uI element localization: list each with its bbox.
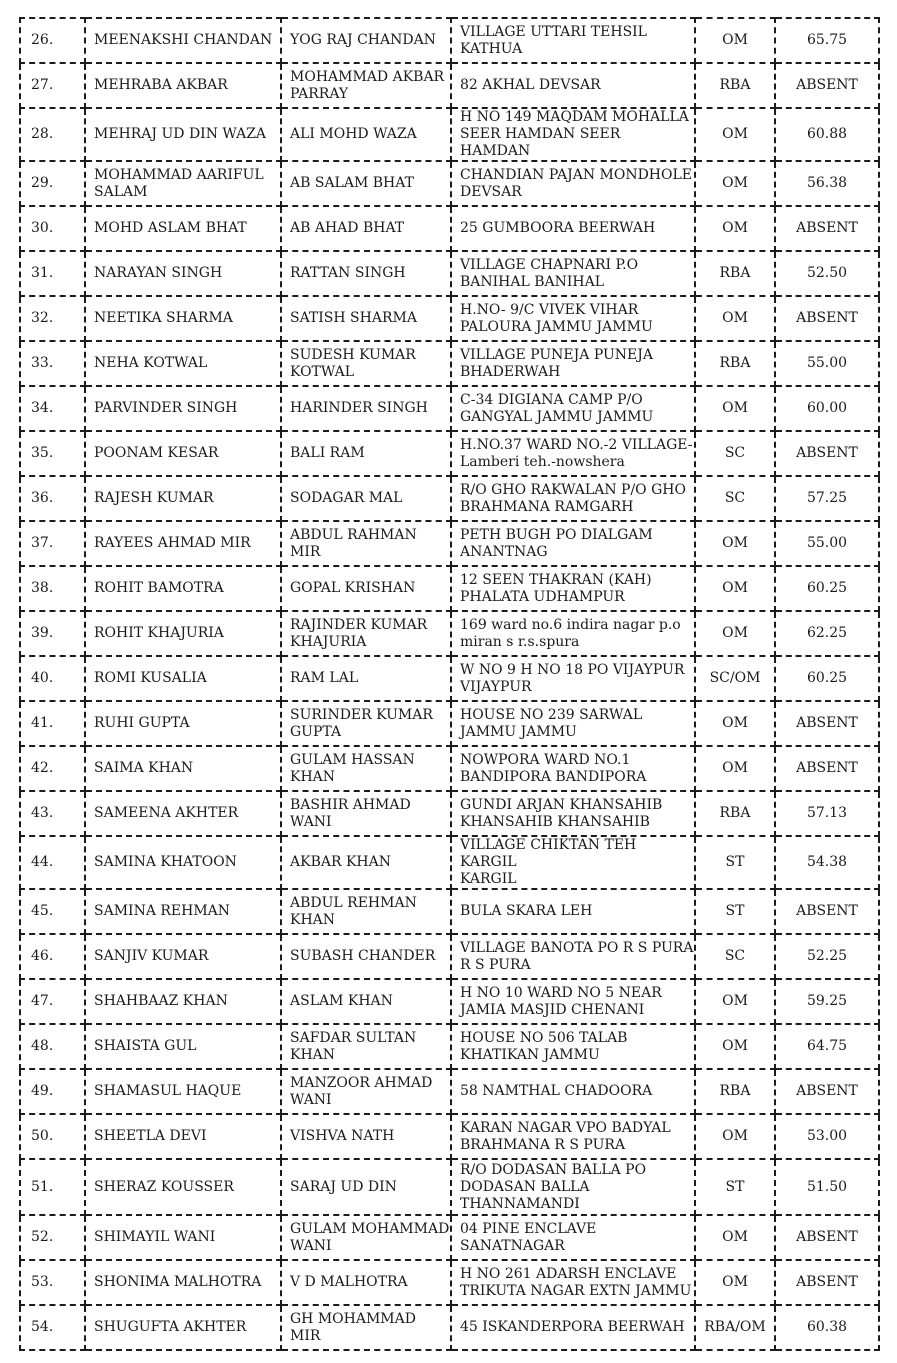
serial-number-cell: 33. [20, 341, 85, 386]
table-row [20, 746, 879, 791]
father-name-cell: ABDUL RAHMAN MIR [281, 521, 451, 566]
address-cell: PETH BUGH PO DIALGAM ANANTNAG [451, 521, 695, 566]
table-row [20, 1114, 879, 1159]
results-sheet [19, 17, 880, 1351]
table-row [20, 521, 879, 566]
serial-number-cell: 52. [20, 1215, 85, 1260]
candidate-table [19, 17, 880, 1351]
category-cell: OM [695, 746, 775, 791]
candidate-name-cell: MEHRAJ UD DIN WAZA [85, 108, 281, 161]
candidate-name-cell: SHERAZ KOUSSER [85, 1159, 281, 1215]
category-cell: OM [695, 18, 775, 63]
address-cell: H NO 261 ADARSH ENCLAVE TRIKUTA NAGAR EXTN JAMMU [451, 1260, 695, 1305]
father-name-cell: GULAM MOHAMMAD WANI [281, 1215, 451, 1260]
table-row [20, 341, 879, 386]
category-cell: OM [695, 1260, 775, 1305]
address-cell: 58 NAMTHAL CHADOORA [451, 1069, 695, 1114]
father-name-cell: SURINDER KUMAR GUPTA [281, 701, 451, 746]
table-row [20, 791, 879, 836]
category-cell: RBA [695, 791, 775, 836]
serial-number-cell: 47. [20, 979, 85, 1024]
marks-cell: ABSENT [775, 1069, 879, 1114]
address-cell: GUNDI ARJAN KHANSAHIB KHANSAHIB KHANSAHIB [451, 791, 695, 836]
category-cell: OM [695, 979, 775, 1024]
table-row [20, 161, 879, 206]
address-cell: R/O DODASAN BALLA PO DODASAN BALLA THANNAMANDI [451, 1159, 695, 1215]
serial-number-cell: 28. [20, 108, 85, 161]
category-cell: OM [695, 701, 775, 746]
address-cell: VILLAGE BANOTA PO R S PURA R S PURA [451, 934, 695, 979]
marks-cell: ABSENT [775, 63, 879, 108]
father-name-cell: SUBASH CHANDER [281, 934, 451, 979]
category-cell: RBA [695, 1069, 775, 1114]
father-name-cell: AB AHAD BHAT [281, 206, 451, 251]
serial-number-cell: 39. [20, 611, 85, 656]
serial-number-cell: 26. [20, 18, 85, 63]
table-row [20, 431, 879, 476]
candidate-name-cell: RAJESH KUMAR [85, 476, 281, 521]
serial-number-cell: 36. [20, 476, 85, 521]
father-name-cell: ASLAM KHAN [281, 979, 451, 1024]
address-cell: W NO 9 H NO 18 PO VIJAYPUR VIJAYPUR [451, 656, 695, 701]
category-cell: OM [695, 108, 775, 161]
table-row [20, 386, 879, 431]
category-cell: RBA/OM [695, 1305, 775, 1350]
serial-number-cell: 46. [20, 934, 85, 979]
category-cell: OM [695, 206, 775, 251]
category-cell: ST [695, 836, 775, 889]
table-row [20, 889, 879, 934]
table-row [20, 1024, 879, 1069]
table-row [20, 251, 879, 296]
category-cell: ST [695, 1159, 775, 1215]
marks-cell: 55.00 [775, 341, 879, 386]
serial-number-cell: 32. [20, 296, 85, 341]
marks-cell: 57.13 [775, 791, 879, 836]
address-cell: VILLAGE CHIKTAN TEH KARGIL KARGIL [451, 836, 695, 889]
candidate-name-cell: SAIMA KHAN [85, 746, 281, 791]
candidate-name-cell: PARVINDER SINGH [85, 386, 281, 431]
marks-cell: 54.38 [775, 836, 879, 889]
serial-number-cell: 34. [20, 386, 85, 431]
address-cell: 04 PINE ENCLAVE SANATNAGAR [451, 1215, 695, 1260]
father-name-cell: HARINDER SINGH [281, 386, 451, 431]
address-cell: CHANDIAN PAJAN MONDHOLE DEVSAR [451, 161, 695, 206]
table-row [20, 18, 879, 63]
table-row [20, 836, 879, 889]
address-cell: HOUSE NO 506 TALAB KHATIKAN JAMMU [451, 1024, 695, 1069]
category-cell: OM [695, 296, 775, 341]
marks-cell: 62.25 [775, 611, 879, 656]
father-name-cell: AB SALAM BHAT [281, 161, 451, 206]
marks-cell: 52.50 [775, 251, 879, 296]
father-name-cell: AKBAR KHAN [281, 836, 451, 889]
table-row [20, 611, 879, 656]
address-cell: KARAN NAGAR VPO BADYAL BRAHMANA R S PURA [451, 1114, 695, 1159]
address-cell: C-34 DIGIANA CAMP P/O GANGYAL JAMMU JAMMU [451, 386, 695, 431]
category-cell: RBA [695, 251, 775, 296]
table-row [20, 1305, 879, 1350]
marks-cell: ABSENT [775, 296, 879, 341]
serial-number-cell: 42. [20, 746, 85, 791]
marks-cell: 53.00 [775, 1114, 879, 1159]
category-cell: OM [695, 566, 775, 611]
father-name-cell: GOPAL KRISHAN [281, 566, 451, 611]
candidate-name-cell: SHAISTA GUL [85, 1024, 281, 1069]
address-cell: H NO 149 MAQDAM MOHALLA SEER HAMDAN SEER HAMDAN [451, 108, 695, 161]
candidate-name-cell: ROHIT BAMOTRA [85, 566, 281, 611]
table-row [20, 206, 879, 251]
serial-number-cell: 41. [20, 701, 85, 746]
candidate-name-cell: ROMI KUSALIA [85, 656, 281, 701]
table-row [20, 566, 879, 611]
table-row [20, 656, 879, 701]
table-row [20, 701, 879, 746]
father-name-cell: GH MOHAMMAD MIR [281, 1305, 451, 1350]
father-name-cell: RAJINDER KUMAR KHAJURIA [281, 611, 451, 656]
category-cell: OM [695, 386, 775, 431]
candidate-name-cell: NEETIKA SHARMA [85, 296, 281, 341]
address-cell: H NO 10 WARD NO 5 NEAR JAMIA MASJID CHENANI [451, 979, 695, 1024]
marks-cell: ABSENT [775, 746, 879, 791]
candidate-name-cell: SHONIMA MALHOTRA [85, 1260, 281, 1305]
marks-cell: 60.25 [775, 656, 879, 701]
candidate-name-cell: SAMINA KHATOON [85, 836, 281, 889]
marks-cell: ABSENT [775, 1215, 879, 1260]
table-row [20, 934, 879, 979]
address-cell: H.NO- 9/C VIVEK VIHAR PALOURA JAMMU JAMMU [451, 296, 695, 341]
serial-number-cell: 50. [20, 1114, 85, 1159]
candidate-name-cell: ROHIT KHAJURIA [85, 611, 281, 656]
category-cell: ST [695, 889, 775, 934]
father-name-cell: ABDUL REHMAN KHAN [281, 889, 451, 934]
address-cell: R/O GHO RAKWALAN P/O GHO BRAHMANA RAMGARH [451, 476, 695, 521]
address-cell: 25 GUMBOORA BEERWAH [451, 206, 695, 251]
address-cell: VILLAGE PUNEJA PUNEJA BHADERWAH [451, 341, 695, 386]
serial-number-cell: 43. [20, 791, 85, 836]
address-cell: VILLAGE CHAPNARI P.O BANIHAL BANIHAL [451, 251, 695, 296]
father-name-cell: V D MALHOTRA [281, 1260, 451, 1305]
serial-number-cell: 45. [20, 889, 85, 934]
marks-cell: 60.25 [775, 566, 879, 611]
marks-cell: ABSENT [775, 889, 879, 934]
marks-cell: 64.75 [775, 1024, 879, 1069]
serial-number-cell: 31. [20, 251, 85, 296]
address-cell: HOUSE NO 239 SARWAL JAMMU JAMMU [451, 701, 695, 746]
marks-cell: 59.25 [775, 979, 879, 1024]
table-row [20, 1215, 879, 1260]
candidate-name-cell: POONAM KESAR [85, 431, 281, 476]
address-cell: 169 ward no.6 indira nagar p.o miran s r.s.spura [451, 611, 695, 656]
table-row [20, 108, 879, 161]
father-name-cell: RATTAN SINGH [281, 251, 451, 296]
address-cell: VILLAGE UTTARI TEHSIL KATHUA [451, 18, 695, 63]
serial-number-cell: 53. [20, 1260, 85, 1305]
serial-number-cell: 30. [20, 206, 85, 251]
table-row [20, 63, 879, 108]
serial-number-cell: 29. [20, 161, 85, 206]
address-cell: BULA SKARA LEH [451, 889, 695, 934]
candidate-name-cell: SHEETLA DEVI [85, 1114, 281, 1159]
marks-cell: 51.50 [775, 1159, 879, 1215]
father-name-cell: SARAJ UD DIN [281, 1159, 451, 1215]
father-name-cell: GULAM HASSAN KHAN [281, 746, 451, 791]
father-name-cell: BASHIR AHMAD WANI [281, 791, 451, 836]
candidate-name-cell: RAYEES AHMAD MIR [85, 521, 281, 566]
category-cell: OM [695, 1114, 775, 1159]
candidate-name-cell: NARAYAN SINGH [85, 251, 281, 296]
candidate-name-cell: SHAMASUL HAQUE [85, 1069, 281, 1114]
candidate-name-cell: MOHAMMAD AARIFUL SALAM [85, 161, 281, 206]
serial-number-cell: 37. [20, 521, 85, 566]
candidate-name-cell: RUHI GUPTA [85, 701, 281, 746]
serial-number-cell: 51. [20, 1159, 85, 1215]
category-cell: SC [695, 431, 775, 476]
address-cell: 82 AKHAL DEVSAR [451, 63, 695, 108]
table-row [20, 1159, 879, 1215]
serial-number-cell: 48. [20, 1024, 85, 1069]
candidate-table-body [20, 18, 879, 1350]
serial-number-cell: 44. [20, 836, 85, 889]
table-row [20, 296, 879, 341]
candidate-name-cell: MEENAKSHI CHANDAN [85, 18, 281, 63]
table-row [20, 979, 879, 1024]
marks-cell: ABSENT [775, 1260, 879, 1305]
marks-cell: 60.38 [775, 1305, 879, 1350]
marks-cell: 55.00 [775, 521, 879, 566]
category-cell: SC [695, 934, 775, 979]
candidate-name-cell: SHAHBAAZ KHAN [85, 979, 281, 1024]
serial-number-cell: 54. [20, 1305, 85, 1350]
father-name-cell: SODAGAR MAL [281, 476, 451, 521]
father-name-cell: YOG RAJ CHANDAN [281, 18, 451, 63]
candidate-name-cell: SAMINA REHMAN [85, 889, 281, 934]
father-name-cell: ALI MOHD WAZA [281, 108, 451, 161]
candidate-name-cell: SANJIV KUMAR [85, 934, 281, 979]
category-cell: RBA [695, 63, 775, 108]
father-name-cell: MOHAMMAD AKBAR PARRAY [281, 63, 451, 108]
father-name-cell: SAFDAR SULTAN KHAN [281, 1024, 451, 1069]
marks-cell: ABSENT [775, 431, 879, 476]
father-name-cell: BALI RAM [281, 431, 451, 476]
category-cell: SC [695, 476, 775, 521]
serial-number-cell: 35. [20, 431, 85, 476]
candidate-name-cell: MOHD ASLAM BHAT [85, 206, 281, 251]
father-name-cell: SATISH SHARMA [281, 296, 451, 341]
category-cell: OM [695, 1215, 775, 1260]
candidate-name-cell: SHUGUFTA AKHTER [85, 1305, 281, 1350]
address-cell: NOWPORA WARD NO.1 BANDIPORA BANDIPORA [451, 746, 695, 791]
marks-cell: ABSENT [775, 701, 879, 746]
table-row [20, 476, 879, 521]
serial-number-cell: 40. [20, 656, 85, 701]
category-cell: OM [695, 611, 775, 656]
serial-number-cell: 27. [20, 63, 85, 108]
candidate-name-cell: MEHRABA AKBAR [85, 63, 281, 108]
serial-number-cell: 38. [20, 566, 85, 611]
father-name-cell: VISHVA NATH [281, 1114, 451, 1159]
father-name-cell: SUDESH KUMAR KOTWAL [281, 341, 451, 386]
marks-cell: ABSENT [775, 206, 879, 251]
marks-cell: 65.75 [775, 18, 879, 63]
category-cell: OM [695, 521, 775, 566]
category-cell: SC/OM [695, 656, 775, 701]
marks-cell: 56.38 [775, 161, 879, 206]
father-name-cell: MANZOOR AHMAD WANI [281, 1069, 451, 1114]
category-cell: OM [695, 161, 775, 206]
marks-cell: 60.00 [775, 386, 879, 431]
marks-cell: 60.88 [775, 108, 879, 161]
address-cell: 45 ISKANDERPORA BEERWAH [451, 1305, 695, 1350]
candidate-name-cell: SAMEENA AKHTER [85, 791, 281, 836]
address-cell: H.NO.37 WARD NO.-2 VILLAGE- Lamberi teh.-nowshera [451, 431, 695, 476]
father-name-cell: RAM LAL [281, 656, 451, 701]
candidate-name-cell: NEHA KOTWAL [85, 341, 281, 386]
table-row [20, 1260, 879, 1305]
address-cell: 12 SEEN THAKRAN (KAH) PHALATA UDHAMPUR [451, 566, 695, 611]
category-cell: OM [695, 1024, 775, 1069]
table-row [20, 1069, 879, 1114]
marks-cell: 52.25 [775, 934, 879, 979]
category-cell: RBA [695, 341, 775, 386]
marks-cell: 57.25 [775, 476, 879, 521]
candidate-name-cell: SHIMAYIL WANI [85, 1215, 281, 1260]
serial-number-cell: 49. [20, 1069, 85, 1114]
